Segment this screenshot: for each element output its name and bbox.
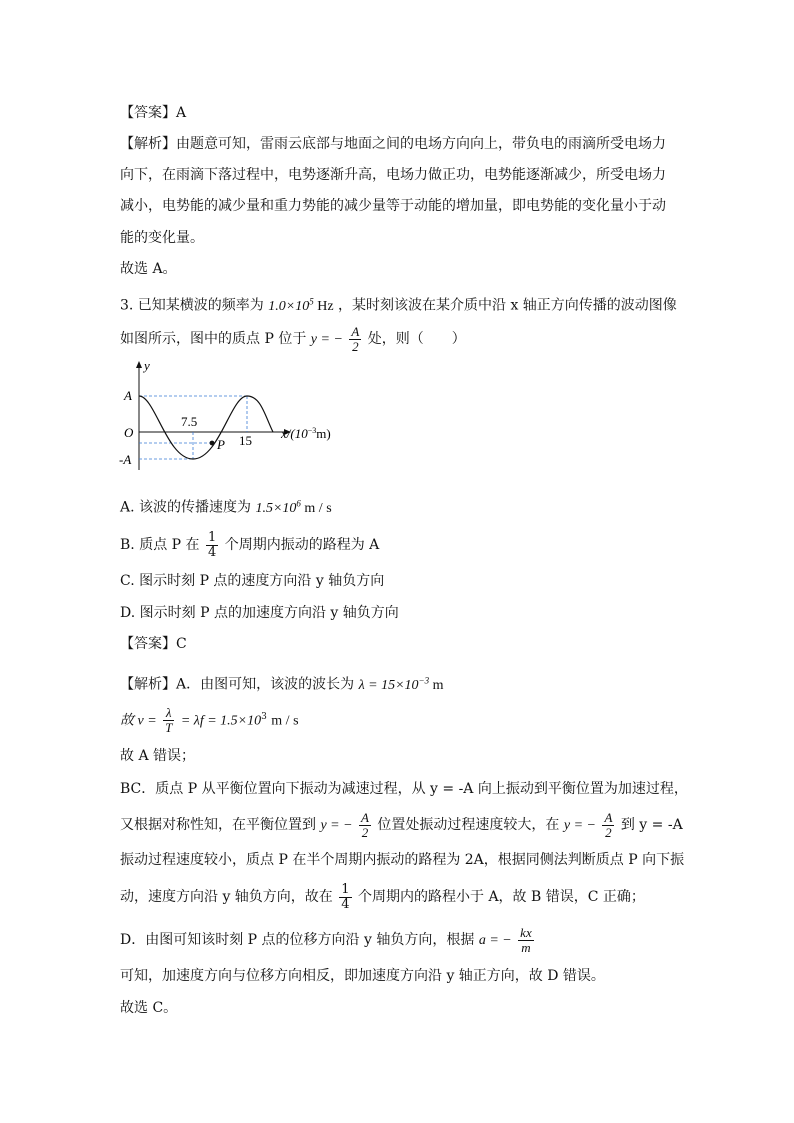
bc-line-2-text-c: 到 y = -A	[620, 817, 683, 833]
q3-wavelength	[358, 675, 444, 693]
point-p-marker	[210, 441, 215, 446]
d-line-1-frac-num: kx	[520, 924, 532, 940]
velocity-frac-num: λ	[163, 706, 174, 721]
option-a-num: 1.5×10	[255, 500, 297, 516]
q3-frequency-unit: Hz	[317, 298, 334, 314]
x-axis-label-exp: −3	[307, 426, 317, 435]
bc-line-2-y-eq-2: y = −	[563, 818, 596, 833]
q3-a-wrong: 故 A 错误；	[120, 748, 196, 764]
option-b-text-post: 个周期内振动的路程为 A	[224, 537, 380, 553]
x-axis-label-unit: m)	[316, 426, 331, 441]
q3-wavelength-exp: −3	[418, 675, 430, 685]
option-a-unit: m / s	[304, 500, 332, 516]
wave-figure	[115, 358, 355, 478]
q2-analysis-line-3: 减小，电势能的减少量和重力势能的减少量等于动能的增加量，即电势能的变化量小于动	[120, 198, 666, 214]
option-b-frac-den: 4	[207, 544, 217, 560]
q3-stem-text-1a: 3. 已知某横波的频率为	[120, 297, 264, 314]
q3-d-line-2: 可知，加速度方向与位移方向相反，即加速度方向沿 y 轴正方向，故 D 错误。	[120, 968, 605, 984]
q2-conclusion: 故选 A。	[120, 261, 177, 277]
q3-stem-text-2a: 如图所示，图中的质点 P 位于	[120, 331, 307, 347]
wave-curve	[139, 396, 273, 459]
bc-line-2-text-a: 又根据对称性知，在平衡位置到	[120, 817, 316, 833]
q3-stem-frac-num: A	[351, 323, 360, 339]
q3-d-line-1	[120, 925, 536, 956]
q3-bc-line-2	[120, 810, 683, 841]
q2-analysis-line-1: 【解析】由题意可知，雷雨云底部与地面之间的电场方向向上，带负电的雨滴所受电场力	[120, 136, 666, 152]
bc-line-4-frac-den: 4	[341, 896, 350, 912]
bc-line-2-text-b: 位置处振动过程速度较大，在	[377, 817, 560, 833]
d-line-1-fraction	[518, 926, 534, 955]
d-line-1-text: D．由图可知该时刻 P 点的位移方向沿 y 轴负方向，根据	[120, 932, 475, 948]
q3-analysis-a	[120, 670, 444, 696]
q3-stem-fraction	[349, 325, 361, 354]
q3-conclusion: 故选 C。	[120, 1000, 178, 1016]
d-line-1-frac-den: m	[521, 939, 531, 955]
velocity-lhs: 故 v =	[120, 713, 157, 729]
velocity-fraction	[163, 706, 174, 735]
q3-wavelength-unit: m	[432, 677, 444, 693]
q2-analysis-line-4: 能的变化量。	[120, 230, 204, 246]
q3-bc-line-1: BC．质点 P 从平衡位置向下振动为减速过程，从 y = -A 向上振动到平衡位置为加速过程，	[120, 781, 688, 797]
option-a-exp: 6	[296, 498, 301, 508]
option-b-frac-num: 1	[207, 529, 217, 545]
bc-line-2-fraction	[359, 811, 371, 840]
velocity-rhs: = λf = 1.5×10	[180, 713, 262, 729]
velocity-exp: 3	[261, 712, 267, 722]
bc-line-4-fraction	[339, 883, 351, 912]
option-a-value	[255, 498, 332, 516]
bc-line-2-frac-den: 2	[361, 824, 369, 840]
bc-line-4-text-a: 动，速度方向沿 y 轴负方向，故在	[120, 889, 333, 905]
q2-answer: 【答案】A	[120, 105, 187, 121]
q3-bc-line-4	[120, 882, 645, 912]
bc-line-4-frac-num: 1	[341, 881, 350, 897]
option-b-fraction	[206, 531, 218, 560]
bc-line-2-y-eq: y = −	[320, 818, 353, 833]
option-b-text-pre: B. 质点 P 在	[120, 537, 200, 553]
amp-neg-label: -A	[119, 452, 132, 467]
q3-analysis-a-text: 【解析】A．由图可知，该波的波长为	[120, 676, 355, 693]
q3-bc-line-3: 振动过程速度较小，质点 P 在半个周期内振动的路程为 2A，根据同侧法判断质点 P 向下振	[120, 852, 685, 868]
bc-line-4-text-b: 个周期内的路程小于 A，故 B 错误，C 正确；	[358, 889, 645, 905]
q3-stem-text-2b: 处，则（ ）	[367, 331, 466, 347]
y-axis-label: y	[144, 358, 150, 373]
velocity-frac-den: T	[165, 720, 173, 736]
q3-stem-line-2	[120, 324, 466, 355]
q3-answer: 【答案】C	[120, 636, 187, 652]
x-axis-label	[280, 426, 331, 441]
option-a	[120, 493, 332, 519]
y-axis-arrow	[136, 361, 142, 368]
q3-velocity-formula	[120, 702, 299, 737]
option-a-text: A. 该波的传播速度为	[120, 499, 252, 516]
option-b	[120, 530, 379, 560]
bc-line-2-frac-den-2: 2	[605, 824, 612, 840]
x-axis-label-main: x/(10	[281, 426, 308, 441]
q3-stem-y-eq: y = −	[310, 332, 343, 347]
q3-stem-line-1	[120, 291, 677, 317]
q3-frequency-exp: 5	[309, 296, 314, 306]
origin-label: O	[124, 425, 134, 440]
tick-label-15: 15	[239, 433, 252, 448]
bc-line-2-frac-num-2: A	[604, 809, 613, 825]
q3-frequency	[268, 296, 334, 314]
option-d: D. 图示时刻 P 点的加速度方向沿 y 轴负方向	[120, 605, 399, 621]
q3-stem-frac-den: 2	[352, 338, 359, 354]
amp-pos-label: A	[124, 388, 132, 403]
d-line-1-a-eq: a = −	[478, 933, 512, 948]
bc-line-2-frac-num: A	[361, 809, 369, 825]
q3-stem-text-1b: ，某时刻该波在某介质中沿 x 轴正方向传播的波动图像	[338, 297, 677, 314]
tick-label-7-5: 7.5	[181, 414, 198, 429]
point-p-label: P	[217, 437, 225, 452]
option-c: C. 图示时刻 P 点的速度方向沿 y 轴负方向	[120, 573, 385, 589]
velocity-unit: m / s	[271, 713, 299, 729]
q3-frequency-value: 1.0×10	[268, 298, 310, 314]
q2-analysis-line-2: 向下，在雨滴下落过程中，电势逐渐升高，电场力做正功，电势能逐渐减少，所受电场力	[120, 167, 666, 183]
bc-line-2-fraction-2	[602, 811, 614, 840]
q3-wavelength-value: λ = 15×10	[358, 677, 419, 693]
